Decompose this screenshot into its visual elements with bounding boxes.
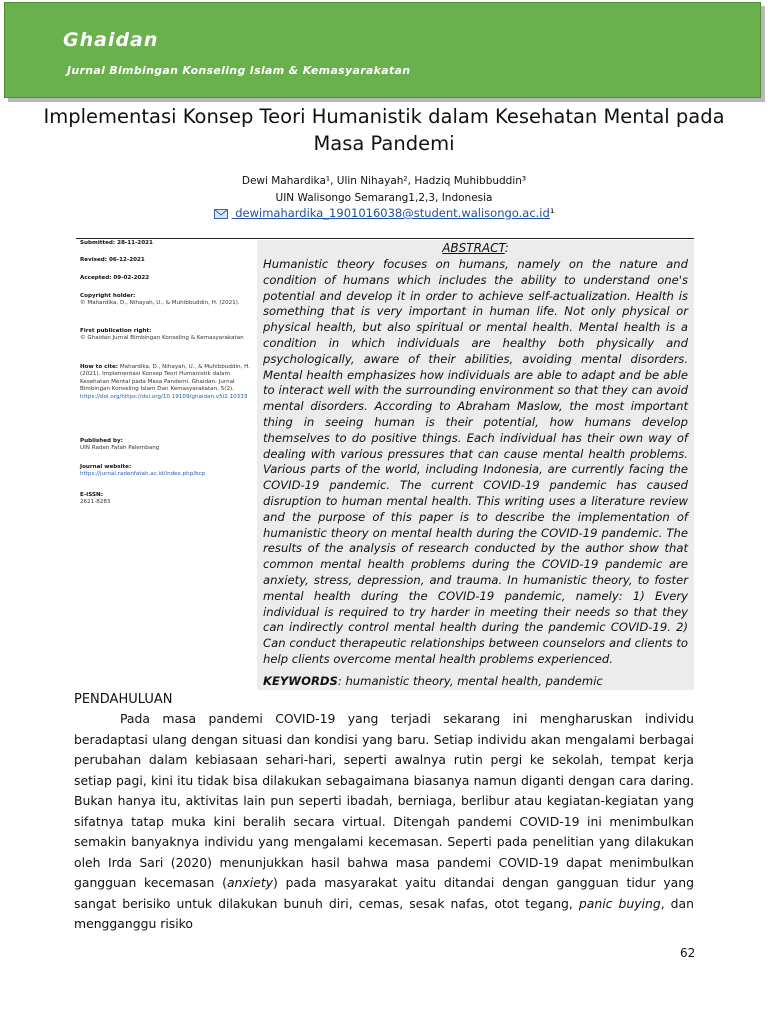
article-affiliation: UIN Walisongo Semarang1,2,3, Indonesia xyxy=(275,192,493,204)
journal-name: Ghaidan xyxy=(63,29,159,51)
keywords-value: : humanistic theory, mental health, pandemic xyxy=(337,674,603,688)
page-number: 62 xyxy=(680,946,696,960)
introduction-text xyxy=(74,709,694,935)
email-suffix: ¹ xyxy=(549,206,555,220)
section-divider xyxy=(76,238,694,239)
first-publication-label: First publication right: xyxy=(80,328,152,334)
submitted-date: Submitted: 28-11-2021 xyxy=(80,240,153,246)
journal-website-link[interactable]: https://jurnal.radenfatah.ac.id/index.php/bcp xyxy=(80,471,206,478)
journal-subtitle: Jurnal Bimbingan Konseling Islam & Kemasyarakatan xyxy=(67,64,411,77)
abstract-box xyxy=(257,240,694,690)
how-to-cite-value: Mahardika, D., Nihayah, U., & Muhibbuddin, H. (2021). Implementasi Konsep Teori Humanistik dalam Kesehatan Mental pada Masa Pandemi. Ghaidan: Jurnal Bimbingan Konseling Islam Dan Kemasyarakatan, 5(2). xyxy=(80,364,251,393)
accepted-date: Accepted: 09-02-2022 xyxy=(80,275,150,281)
how-to-cite-label: How to cite: xyxy=(80,364,119,370)
copyright-label: Copyright holder: xyxy=(80,293,136,299)
article-authors: Dewi Mahardika¹, Ulin Nihayah², Hadziq Muhibbuddin³ xyxy=(241,175,527,187)
keywords-label: KEYWORDS xyxy=(263,674,338,688)
paragraph-emphasis-1: anxiety xyxy=(226,875,274,890)
paragraph-text-1: Pada masa pandemi COVID-19 yang terjadi sekarang ini mengharuskan individu beradaptasi ulang dengan situasi dan kondisi yang baru. Setiap individu akan mengalami berbagai perubahan dalam kebiasaan sehari-hari, seperti awalnya rutin pergi ke sekolah, tempat kerja setiap pagi, kini itu tidak bisa dilakukan sebagaimana biasanya namun diganti dengan cara daring. Bukan hanya itu, aktivitas lain pun seperti ibadah, berniaga, berlibur atau kegiatan-kegiatan yang sifatnya tatap muka kini beralih secara virtual. Ditengah pandemi COVID-19 ini menimbulkan semakin banyaknya individu yang mengalami kecemasan. Seperti pada penelitian yang dilakukan oleh Irda Sari (2020) menunjukkan hasil bahwa masa pandemi COVID-19 dapat menimbulkan gangguan kecemasan ( xyxy=(74,711,694,890)
eissn-value: 2621-8283 xyxy=(80,499,111,506)
published-by-value: UIN Raden Fatah Palembang xyxy=(80,445,160,452)
revised-date: Revised: 06-12-2021 xyxy=(80,257,145,263)
envelope-icon xyxy=(214,208,228,222)
section-heading: PENDAHULUAN xyxy=(74,692,173,707)
abstract-heading-colon: : xyxy=(504,241,509,255)
introduction-paragraph xyxy=(74,709,694,935)
abstract-heading xyxy=(257,241,694,255)
article-title: Implementasi Konsep Teori Humanistik dalam Kesehatan Mental pada Masa Pandemi xyxy=(43,105,725,155)
paragraph-text-2: ) pada masyarakat yaitu ditandai dengan gangguan tidur yang sangat berisiko untuk dilakukan bunuh diri, cemas, sesak nafas, otot tegang, xyxy=(74,875,694,911)
email-line xyxy=(0,206,768,222)
keywords-line xyxy=(263,674,688,688)
doi-link[interactable]: https://doi.org/https://doi.org/10.19109/ghaidan.v5i2.10333 xyxy=(80,393,248,400)
abstract-text: Humanistic theory focuses on humans, namely on the nature and condition of humans which includes the ability to understand one's potential and develop it in order to achieve self-actualization. Health is something that is very important in human life. Not only physical or physical health, but also spiritual or mental health. Mental health is a condition in which individuals are healthy both physically and psychologically, aware of their abilities, avoiding mental disorders. Mental health emphasizes how individuals are able to adapt and be able to interact well with the surrounding environment so that they can avoid mental disorders. According to Abraham Maslow, the most important thing in seeing human is their potential, how humans develop themselves to do positive things. Each individual has their own way of dealing with various pressures that can cause mental health problems. Various parts of the world, including Indonesia, are currently facing the COVID-19 pandemic. The current COVID-19 pandemic has caused disruption to human mental health. This writing uses a literature review and the purpose of this paper is to describe the implementation of humanistic theory on mental health during the COVID-19 pandemic. The results of the analysis of research conducted by the author show that common mental health problems during the COVID-19 pandemic are anxiety, stress, depression, and trauma. In humanistic theory, to foster mental health during the COVID-19 pandemic, namely: 1) Every individual is required to try harder in meeting their needs so that they can indirectly control mental health during the pandemic COVID-19. 2) Can conduct therapeutic relationships between counselors and clients to help clients overcome mental health problems experienced. xyxy=(263,257,688,666)
paragraph-text-3: , dan mengganggu risiko xyxy=(74,895,694,931)
eissn-label: E-ISSN: xyxy=(80,492,103,498)
abstract-heading-label: ABSTRACT xyxy=(442,241,505,255)
author-email-link[interactable]: dewimahardika_1901016038@student.walisongo.ac.id xyxy=(231,206,550,220)
first-publication-value: © Ghaidan Jurnal Bimbingan Konseling & Kemasyarakatan xyxy=(80,335,244,342)
paragraph-emphasis-2: panic buying xyxy=(578,895,661,911)
journal-website-label: Journal website: xyxy=(80,464,132,470)
copyright-value: © Mahardika, D., Nihayah, U., & Muhibbuddin, H. (2021). xyxy=(80,300,240,307)
journal-banner xyxy=(4,2,761,98)
published-by-label: Published by: xyxy=(80,438,123,444)
